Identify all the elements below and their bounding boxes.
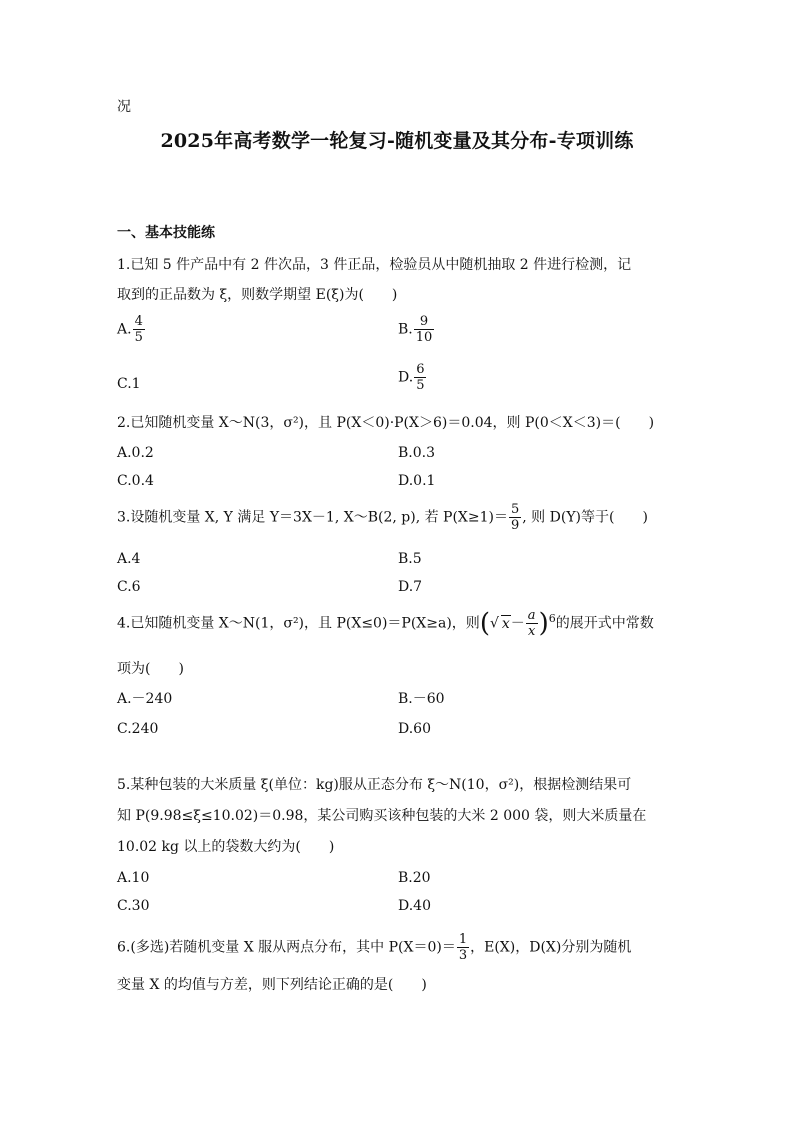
fraction-denominator: 5 bbox=[416, 378, 425, 393]
q4-fraction bbox=[526, 608, 538, 639]
q3-fraction bbox=[509, 502, 521, 533]
q5-stem-line2: 知 P(9.98≤ξ≤10.02)＝0.98，某公司购买该种包装的大米 2 000 袋，则大米质量在 bbox=[117, 808, 647, 824]
q5-option-d: D.40 bbox=[398, 898, 431, 914]
q1-option-d bbox=[398, 362, 427, 393]
q5-stem-line1: 5.某种包装的大米质量 ξ(单位：kg)服从正态分布 ξ～N(10，σ²)，根据检测结果可 bbox=[117, 777, 632, 793]
q4-option-b: B.－60 bbox=[398, 691, 445, 707]
fraction-denominator: 3 bbox=[458, 948, 468, 963]
q3-stem-post: , 则 D(Y)等于( ) bbox=[522, 509, 648, 526]
fraction-denominator: 5 bbox=[134, 330, 143, 345]
q3-option-a: A.4 bbox=[117, 551, 141, 567]
q4-stem-pre: 4.已知随机变量 X～N(1，σ²)，且 P(X≤0)＝P(X≥a)，则 bbox=[117, 615, 480, 632]
q1-option-a-fraction bbox=[133, 314, 145, 345]
q3-stem-pre: 3.设随机变量 X, Y 满足 Y＝3X－1, X～B(2, p), 若 P(X≥1)＝ bbox=[117, 509, 508, 526]
q2-option-c: C.0.4 bbox=[117, 473, 154, 489]
fraction-numerator: 9 bbox=[414, 314, 435, 330]
fraction-numerator: a bbox=[527, 608, 536, 623]
q6-stem-line2: 变量 X 的均值与方差，则下列结论正确的是( ) bbox=[117, 977, 427, 993]
q1-option-a bbox=[117, 314, 146, 345]
q1-stem-line1: 1.已知 5 件产品中有 2 件次品，3 件正品，检验员从中随机抽取 2 件进行检测，记 bbox=[117, 257, 632, 273]
q4-stem-post: 的展开式中常数 bbox=[555, 615, 654, 632]
corner-text: 况 bbox=[117, 99, 131, 115]
q3-option-c: C.6 bbox=[117, 579, 141, 595]
q4-option-c: C.240 bbox=[117, 721, 159, 737]
q2-option-d: D.0.1 bbox=[398, 473, 436, 489]
sqrt-radicand: x bbox=[501, 615, 510, 632]
q1-option-b-label: B. bbox=[398, 321, 413, 338]
q3-stem bbox=[117, 502, 648, 533]
q1-option-b bbox=[398, 314, 435, 345]
q1-option-b-fraction bbox=[414, 314, 435, 345]
fraction-numerator: 5 bbox=[511, 502, 520, 517]
q3-option-d: D.7 bbox=[398, 579, 423, 595]
q1-option-a-label: A. bbox=[117, 321, 132, 338]
q5-option-b: B.20 bbox=[398, 870, 431, 886]
q1-option-c: C.1 bbox=[117, 376, 141, 392]
q6-stem-pre: 6.(多选)若随机变量 X 服从两点分布，其中 P(X＝0)＝ bbox=[117, 939, 456, 956]
fraction-numerator: 1 bbox=[458, 932, 468, 947]
fraction-denominator: 9 bbox=[511, 518, 520, 533]
q4-option-a: A.－240 bbox=[117, 691, 173, 707]
left-paren: ( bbox=[479, 608, 490, 639]
q6-stem-post: ，E(X)，D(X)分别为随机 bbox=[470, 939, 632, 956]
page-title: 2025年高考数学一轮复习-随机变量及其分布-专项训练 bbox=[160, 130, 634, 152]
q4-stem bbox=[117, 608, 654, 639]
exponent: 6 bbox=[548, 611, 556, 625]
q3-option-b: B.5 bbox=[398, 551, 422, 567]
q1-option-d-fraction bbox=[414, 362, 426, 393]
sqrt-sign: √ bbox=[489, 615, 499, 632]
section-heading: 一、基本技能练 bbox=[117, 225, 215, 241]
fraction-numerator: 4 bbox=[134, 314, 143, 329]
q6-fraction bbox=[457, 932, 469, 963]
q2-option-a: A.0.2 bbox=[117, 445, 154, 461]
q2-stem: 2.已知随机变量 X～N(3，σ²)，且 P(X＜0)·P(X＞6)＝0.04，则 P(0＜X＜3)＝( ) bbox=[117, 415, 655, 431]
right-paren: ) bbox=[538, 608, 549, 639]
q6-stem bbox=[117, 932, 631, 963]
q4-option-d: D.60 bbox=[398, 721, 431, 737]
fraction-denominator: 10 bbox=[415, 330, 433, 345]
q4-stem-line2: 项为( ) bbox=[117, 661, 184, 677]
q5-option-a: A.10 bbox=[117, 870, 150, 886]
q5-stem-line3: 10.02 kg 以上的袋数大约为( ) bbox=[117, 839, 335, 855]
q1-option-d-label: D. bbox=[398, 369, 414, 386]
fraction-numerator: 6 bbox=[416, 362, 425, 377]
q1-stem-line2: 取到的正品数为 ξ，则数学期望 E(ξ)为( ) bbox=[117, 287, 398, 303]
q5-option-c: C.30 bbox=[117, 898, 150, 914]
q2-option-b: B.0.3 bbox=[398, 445, 436, 461]
minus-sign: － bbox=[510, 615, 525, 632]
fraction-denominator: x bbox=[528, 624, 536, 639]
